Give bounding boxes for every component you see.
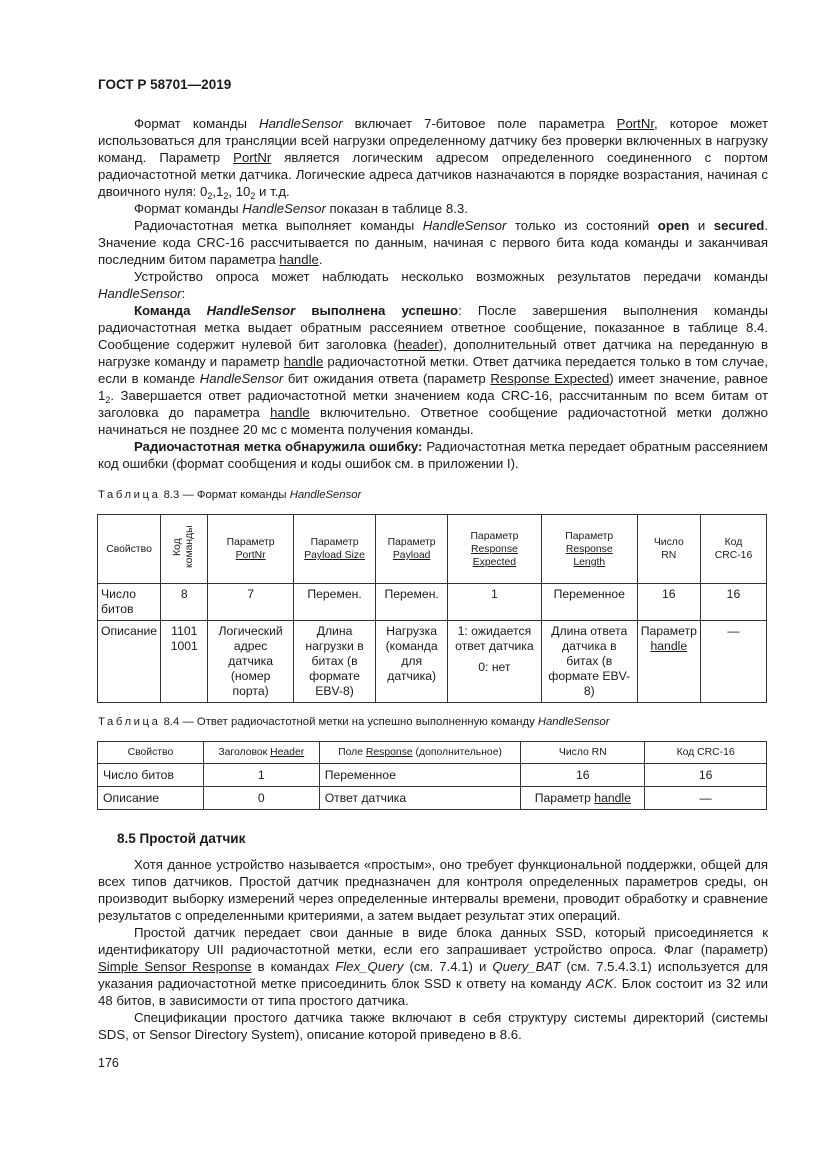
table-cell: 16 — [637, 584, 700, 621]
table-row — [98, 764, 767, 787]
table-cell: Длина нагрузки в битах (в формате EBV-8) — [293, 621, 375, 703]
table-row — [98, 621, 767, 703]
table-cell: — — [645, 787, 767, 810]
document-header: ГОСТ Р 58701—2019 — [98, 77, 232, 92]
table-cell: — — [700, 621, 766, 703]
paragraph-error: Радиочастотная метка обнаружила ошибку: Радиочастотная метка передает обратным рассеянием код ошибки (формат сообщения и коды ошибок см. в приложении I). — [98, 439, 768, 471]
header-property: Свойство — [98, 742, 204, 764]
paragraph-states: Радиочастотная метка выполняет команды HandleSensor только из состояний open и secured. Значение кода CRC-16 рассчитывается по данным, начиная с первого бита кода команды и заканчивая последним битом параметра handle. — [98, 218, 769, 267]
response-expected-zero: 0: нет — [478, 660, 511, 674]
header-payload: Параметр Payload — [376, 515, 448, 584]
table-header-row — [98, 742, 767, 764]
table-cell: Переменное — [541, 584, 637, 621]
table-8-4-caption: Таблица 8.4 — Ответ радиочастотной метки на успешно выполненную команду HandleSensor — [98, 716, 610, 728]
table-cell: 16 — [645, 764, 767, 787]
paragraph-simple-sensor: Хотя данное устройство называется «простым», оно требует функциональной поддержки, общей для всех типов датчиков. Простой датчик предназначен для контроля определенных параметров среды, он производит выборку измерений через определенные интервалы времени, проводит обработку и сравнение результатов с определенными критериями, а затем выдает результат этих операций. — [98, 857, 768, 923]
header-rn: Число RN — [637, 515, 700, 584]
header-response-expected: Параметр Response Expected — [448, 515, 542, 584]
paragraph-portnr: Формат команды HandleSensor включает 7-битовое поле параметра PortNr, которое может использоваться для трансляции всей нагрузки определенному датчику без проверки включенных в нагрузку команд. Параметр PortNr является логическим адресом определенного соединенного с портом радиочастотной метки датчика. Логические адреса датчиков назначаются в порядке возрастания, начиная с двоичного нуля: $0_2,1_2$, $10_2$ и т.д. — [98, 116, 768, 201]
table-cell: 16 — [521, 764, 645, 787]
paragraph-sds: Спецификации простого датчика также включают в себя структуру системы директорий (системы SDS, от Sensor Directory System), описание которой приведено в 8.6. — [98, 1010, 768, 1042]
header-portnr: Параметр PortNr — [208, 515, 293, 584]
header-response-length: Параметр Response Length — [541, 515, 637, 584]
body-text-top — [98, 115, 768, 472]
page-number: 176 — [98, 1056, 119, 1070]
table-cell: Число битов — [98, 764, 204, 787]
header-crc: Код CRC-16 — [645, 742, 767, 764]
paragraph-results: Устройство опроса может наблюдать несколько возможных результатов передачи команды HandleSensor: — [98, 269, 768, 301]
table-cell: 7 — [208, 584, 293, 621]
table-cell: Описание — [98, 621, 161, 703]
header-header: Заголовок Header — [203, 742, 319, 764]
table-row — [98, 787, 767, 810]
table-cell: Перемен. — [376, 584, 448, 621]
table-cell: 1 — [448, 584, 542, 621]
table-cell: Перемен. — [293, 584, 375, 621]
header-payload-size: Параметр Payload Size — [293, 515, 375, 584]
table-cell: Параметр handle — [521, 787, 645, 810]
table-cell: Нагрузка (команда для датчика) — [376, 621, 448, 703]
header-property: Свойство — [98, 515, 161, 584]
table-row — [98, 584, 767, 621]
table-cell: Переменное — [319, 764, 521, 787]
paragraph-success: Команда HandleSensor выполнена успешно: После завершения выполнения команды радиочастотная метка выдает обратным рассеянием ответное сообщение, показанное в таблице 8.4. Сообщение содержит нулевой бит заголовка (header), дополнительный ответ датчика на переданную в нагрузке команду и параметр handle радиочастотной метки. Ответ датчика передается только в том случае, если в команде HandleSensor бит ожидания ответа (параметр Response Expected) имеет значение, равное $1_2$. Завершается ответ радиочастотной метки значением кода CRC-16, рассчитанным по всем битам от заголовка до параметра handle включительно. Ответное сообщение радиочастотной метки должно начинаться не позднее 20 мс с момента получения команды. — [98, 303, 769, 437]
table-cell: Логический адрес датчика (номер порта) — [208, 621, 293, 703]
header-crc: Код CRC-16 — [700, 515, 766, 584]
table-cell — [448, 621, 542, 703]
table-cell: Длина ответа датчика в битах (в формате EBV-8) — [541, 621, 637, 703]
table-cell: Ответ датчика — [319, 787, 521, 810]
table-header-row — [98, 515, 767, 584]
table-8-4 — [97, 741, 767, 810]
table-cell: Число битов — [98, 584, 161, 621]
section-heading: 8.5 Простой датчик — [117, 831, 246, 846]
paragraph-format-ref: Формат команды HandleSensor показан в таблице 8.3. — [134, 201, 468, 216]
table-cell: Параметр handle — [637, 621, 700, 703]
table-cell: 16 — [700, 584, 766, 621]
table-cell: 8 — [161, 584, 208, 621]
paragraph-ssd: Простой датчик передает свои данные в виде блока данных SSD, который присоединяется к идентификатору UII радиочастотной метки, если его запрашивает устройство опроса. Флаг (параметр) Simple Sensor Response в командах Flex_Query (см. 7.4.1) и Query_BAT (см. 7.5.4.3.1) используется для указания радиочастотной метке присоединить блок SSD к ответу на команду ACK. Блок состоит из 32 или 48 битов, в зависимости от типа простого датчика. — [98, 925, 769, 1008]
table-8-3 — [97, 514, 767, 703]
table-cell: 1101 1001 — [161, 621, 208, 703]
table-cell: 1 — [203, 764, 319, 787]
response-expected-one: 1: ожидается ответ датчика — [455, 624, 534, 653]
table-8-3-caption: Таблица 8.3 — Формат команды HandleSensor — [98, 489, 362, 501]
header-response-field: Поле Response (дополнительное) — [319, 742, 521, 764]
table-cell: Описание — [98, 787, 204, 810]
body-text-bottom — [98, 856, 768, 1043]
table-cell: 0 — [203, 787, 319, 810]
header-command-code: Код команды — [161, 515, 208, 584]
header-rn: Число RN — [521, 742, 645, 764]
